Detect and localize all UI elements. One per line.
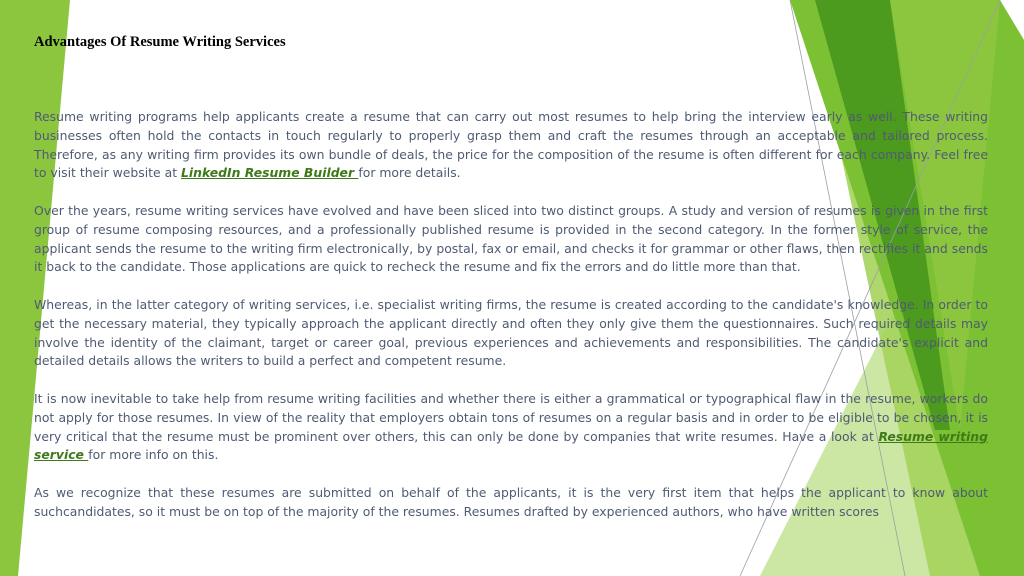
paragraph-1-tail: for more details. bbox=[358, 165, 461, 181]
paragraph-1-text: Resume writing programs help applicants create a resume that can carry out most resumes to help bring the interview early as well. These writing businesses often hold the contacts in touch regularly to properly grasp them and craft the resumes through an acceptable and tailored process. Therefore, as any writing firm provides its own bundle of deals, the price for the composition of the resume is often different for each company. Feel free to visit their website at bbox=[34, 109, 988, 181]
page-title: Advantages Of Resume Writing Services bbox=[34, 34, 286, 50]
paragraph-5: As we recognize that these resumes are submitted on behalf of the applicants, it is the very first item that helps the applicant to know about suchcandidates, so it must be on top of the majority of the resumes. Resumes drafted by experienced authors, who have written scores bbox=[34, 484, 988, 519]
resume-writing-service-link[interactable]: Resume writing service bbox=[34, 428, 988, 463]
paragraph-4-text: It is now inevitable to take help from resume writing facilities and whether there is either a grammatical or typographical flaw in the resume, workers do not apply for those resumes. In view of the reality that employers obtain tons of resumes on a regular basis and in order to be eligible to be chosen, it is very critical that the resume must be prominent over others, this can only be done by companies that write resumes. Have a look at bbox=[34, 390, 988, 444]
paragraph-2: Over the years, resume writing services have evolved and have been sliced into two distinct groups. A study and version of resumes is given in the first group of resume composing resources, and a professionally published resume is provided in the second category. In the former style of service, the applicant sends the resume to the writing firm electronically, by postal, fax or email, and checks it for grammar or other flaws, then rectifies it and sends it back to the candidate. Those applications are quick to recheck the resume and fix the errors and do little more than that. bbox=[34, 202, 988, 275]
paragraph-3: Whereas, in the latter category of writing services, i.e. specialist writing firms, the resume is created according to the candidate's knowledge. In order to get the necessary material, they typically approach the applicant directly and often they only give them the questionnaires. Such required details may involve the identity of the claimant, target or career goal, previous experiences and achievements and responsibilities. The candidate's explicit and detailed details allows the writers to build a perfect and competent resume. bbox=[34, 296, 988, 369]
linkedin-resume-builder-link[interactable]: LinkedIn Resume Builder bbox=[181, 165, 359, 181]
paragraph-4-tail: for more info on this. bbox=[88, 447, 219, 463]
body-text bbox=[34, 108, 988, 540]
paragraph-1 bbox=[34, 108, 988, 183]
paragraph-4 bbox=[34, 390, 988, 465]
